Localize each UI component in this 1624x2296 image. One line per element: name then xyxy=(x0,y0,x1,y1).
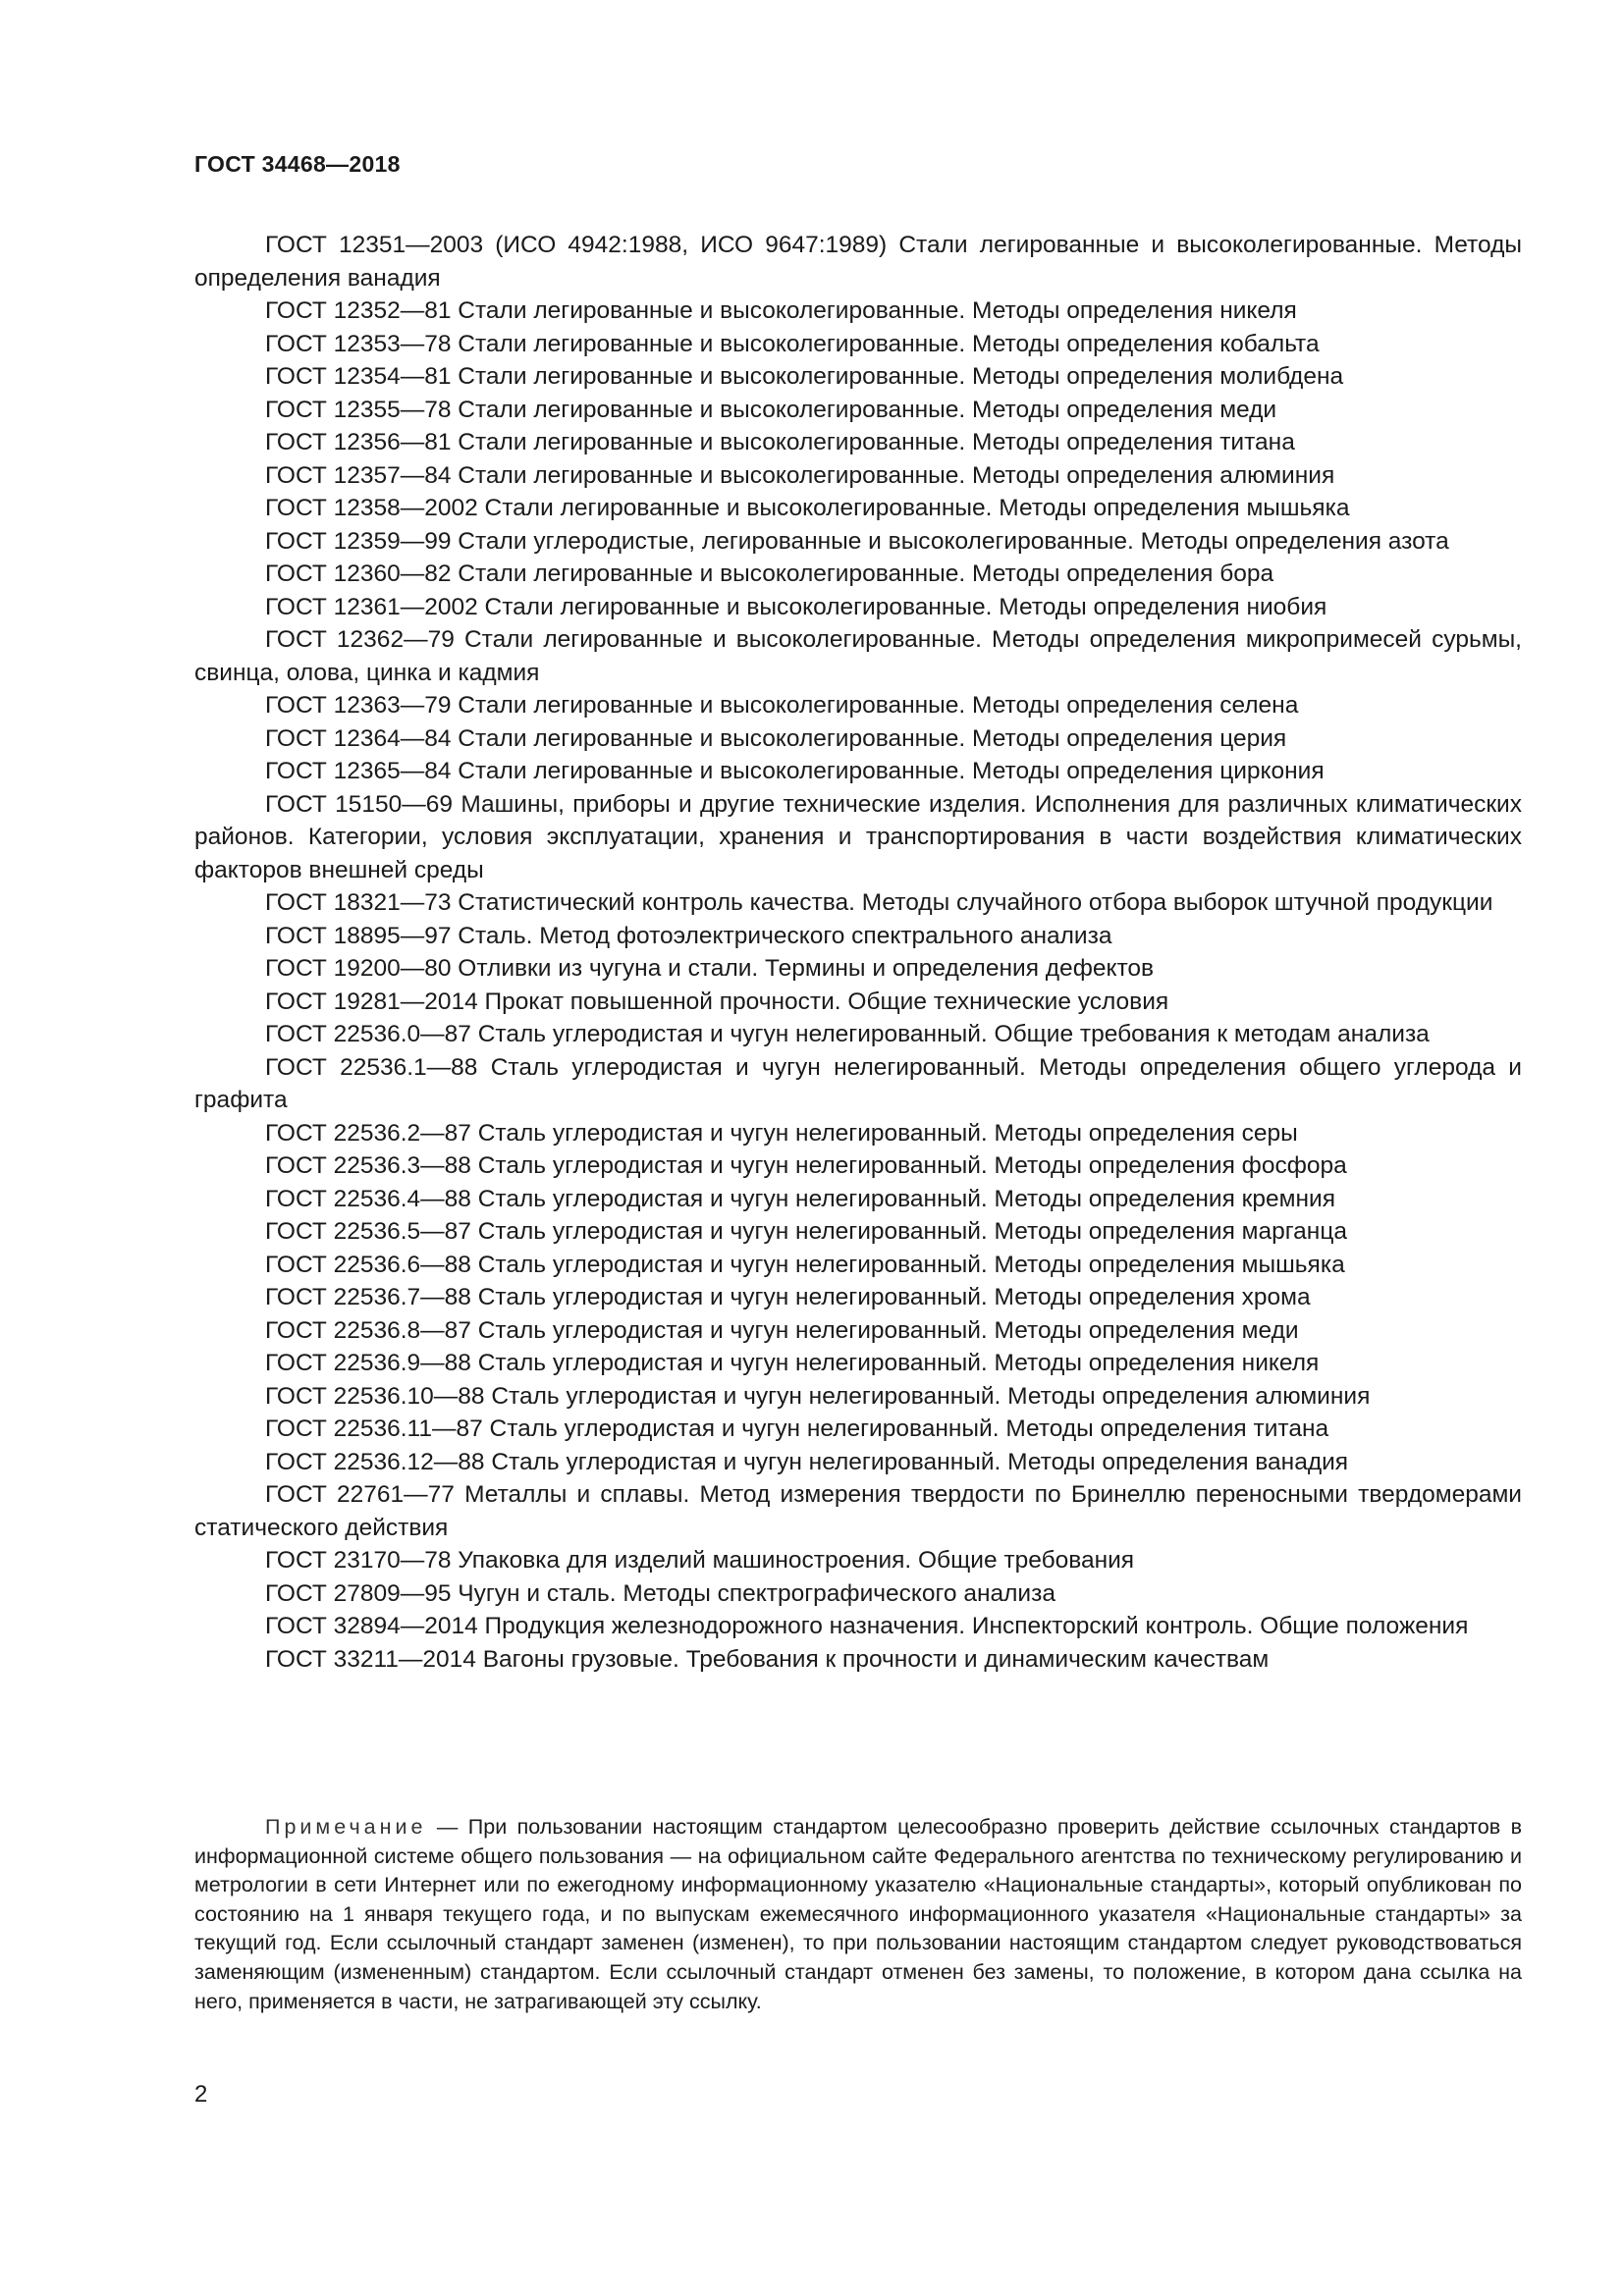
page-number: 2 xyxy=(194,2081,208,2108)
reference-item: ГОСТ 12361—2002 Стали легированные и высоколегированные. Методы определения ниобия xyxy=(265,593,1327,620)
document-header: ГОСТ 34468—2018 xyxy=(194,151,401,177)
reference-item: ГОСТ 12358—2002 Стали легированные и высоколегированные. Методы определения мышьяка xyxy=(265,495,1350,521)
reference-item: ГОСТ 22536.0—87 Сталь углеродистая и чугун нелегированный. Общие требования к методам анализа xyxy=(265,1021,1430,1047)
reference-item: ГОСТ 12365—84 Стали легированные и высоколегированные. Методы определения циркония xyxy=(265,758,1325,784)
reference-item: ГОСТ 12360—82 Стали легированные и высоколегированные. Методы определения бора xyxy=(265,561,1274,587)
reference-item: ГОСТ 27809—95 Чугун и сталь. Методы спектрографического анализа xyxy=(265,1579,1056,1607)
reference-item: ГОСТ 12359—99 Стали углеродистые, легированные и высоколегированные. Методы определения азота xyxy=(265,527,1449,555)
reference-item: ГОСТ 22536.6—88 Сталь углеродистая и чугун нелегированный. Методы определения мышьяка xyxy=(265,1251,1345,1278)
reference-item: ГОСТ 22536.10—88 Сталь углеродистая и чугун нелегированный. Методы определения алюминия xyxy=(265,1382,1371,1410)
reference-item: ГОСТ 12362—79 Стали легированные и высоколегированные. Методы определения микропримесей сурьмы, свинца, олова, цинка и кадмия xyxy=(194,626,1522,686)
reference-item: ГОСТ 22536.11—87 Сталь углеродистая и чугун нелегированный. Методы определения титана xyxy=(265,1415,1329,1442)
reference-item: ГОСТ 12353—78 Стали легированные и высоколегированные. Методы определения кобальта xyxy=(265,330,1320,357)
reference-item: ГОСТ 18895—97 Сталь. Метод фотоэлектрического спектрального анализа xyxy=(265,922,1112,949)
reference-item: ГОСТ 32894—2014 Продукция железнодорожного назначения. Инспекторский контроль. Общие положения xyxy=(265,1613,1469,1639)
reference-item: ГОСТ 12363—79 Стали легированные и высоколегированные. Методы определения селена xyxy=(265,692,1299,719)
note-text: — При пользовании настоящим стандартом целесообразно проверить действие ссылочных стандартов в информационной системе общего пользования — на официальном сайте Федерального агентства по техническому регулированию и метрологии в сети Интернет или по ежегодному информационному указателю «Национальные стандарты», который опубликован по состоянию на 1 января текущего года, и по выпускам ежемесячного информационного указателя «Национальные стандарты» за текущий год. Если ссылочный стандарт заменен (изменен), то при пользовании настоящим стандартом следует руководствоваться заменяющим (измененным) стандартом. Если ссылочный стандарт отменен без замены, то положение, в котором дана ссылка на него, применяется в части, не затрагивающей эту ссылку. xyxy=(194,1815,1522,2013)
reference-item: ГОСТ 12355—78 Стали легированные и высоколегированные. Методы определения меди xyxy=(265,396,1277,423)
reference-item: ГОСТ 12352—81 Стали легированные и высоколегированные. Методы определения никеля xyxy=(265,297,1297,324)
reference-item: ГОСТ 12356—81 Стали легированные и высоколегированные. Методы определения титана xyxy=(265,429,1295,455)
note-label: Примечание xyxy=(265,1815,427,1839)
reference-item: ГОСТ 33211—2014 Вагоны грузовые. Требования к прочности и динамическим качествам xyxy=(265,1645,1270,1673)
reference-item: ГОСТ 23170—78 Упаковка для изделий машиностроения. Общие требования xyxy=(265,1547,1135,1574)
reference-item: ГОСТ 22536.3—88 Сталь углеродистая и чугун нелегированный. Методы определения фосфора xyxy=(265,1152,1347,1179)
reference-item: ГОСТ 22536.1—88 Сталь углеродистая и чугун нелегированный. Методы определения общего углерода и графита xyxy=(194,1053,1522,1113)
reference-item: ГОСТ 22536.5—87 Сталь углеродистая и чугун нелегированный. Методы определения марганца xyxy=(265,1218,1347,1245)
reference-item: ГОСТ 12364—84 Стали легированные и высоколегированные. Методы определения церия xyxy=(265,724,1287,752)
reference-item: ГОСТ 19281—2014 Прокат повышенной прочности. Общие технические условия xyxy=(265,988,1169,1015)
reference-item: ГОСТ 12354—81 Стали легированные и высоколегированные. Методы определения молибдена xyxy=(265,363,1344,390)
reference-item: ГОСТ 22536.7—88 Сталь углеродистая и чугун нелегированный. Методы определения хрома xyxy=(265,1284,1311,1310)
reference-item: ГОСТ 12351—2003 (ИСО 4942:1988, ИСО 9647:1989) Стали легированные и высоколегированные. Методы определения ванадия xyxy=(194,232,1522,292)
reference-item: ГОСТ 18321—73 Статистический контроль качества. Методы случайного отбора выборок штучной продукции xyxy=(265,889,1493,916)
reference-item: ГОСТ 15150—69 Машины, приборы и другие технические изделия. Исполнения для различных климатических районов. Категории, условия эксплуатации, хранения и транспортирования в части воздействия климатических факторов внешней среды xyxy=(194,790,1522,883)
reference-item: ГОСТ 19200—80 Отливки из чугуна и стали. Термины и определения дефектов xyxy=(265,955,1155,982)
reference-item: ГОСТ 22536.8—87 Сталь углеродистая и чугун нелегированный. Методы определения меди xyxy=(265,1316,1299,1344)
note-paragraph xyxy=(194,1813,1522,2016)
reference-item: ГОСТ 22536.2—87 Сталь углеродистая и чугун нелегированный. Методы определения серы xyxy=(265,1119,1298,1147)
reference-item: ГОСТ 22536.9—88 Сталь углеродистая и чугун нелегированный. Методы определения никеля xyxy=(265,1350,1320,1376)
reference-item: ГОСТ 22536.12—88 Сталь углеродистая и чугун нелегированный. Методы определения ванадия xyxy=(265,1448,1349,1475)
reference-item: ГОСТ 22536.4—88 Сталь углеродистая и чугун нелегированный. Методы определения кремния xyxy=(265,1185,1335,1212)
references-list xyxy=(194,229,1522,1676)
reference-item: ГОСТ 22761—77 Металлы и сплавы. Метод измерения твердости по Бринеллю переносными твердомерами статического действия xyxy=(194,1481,1522,1541)
reference-item: ГОСТ 12357—84 Стали легированные и высоколегированные. Методы определения алюминия xyxy=(265,461,1335,489)
